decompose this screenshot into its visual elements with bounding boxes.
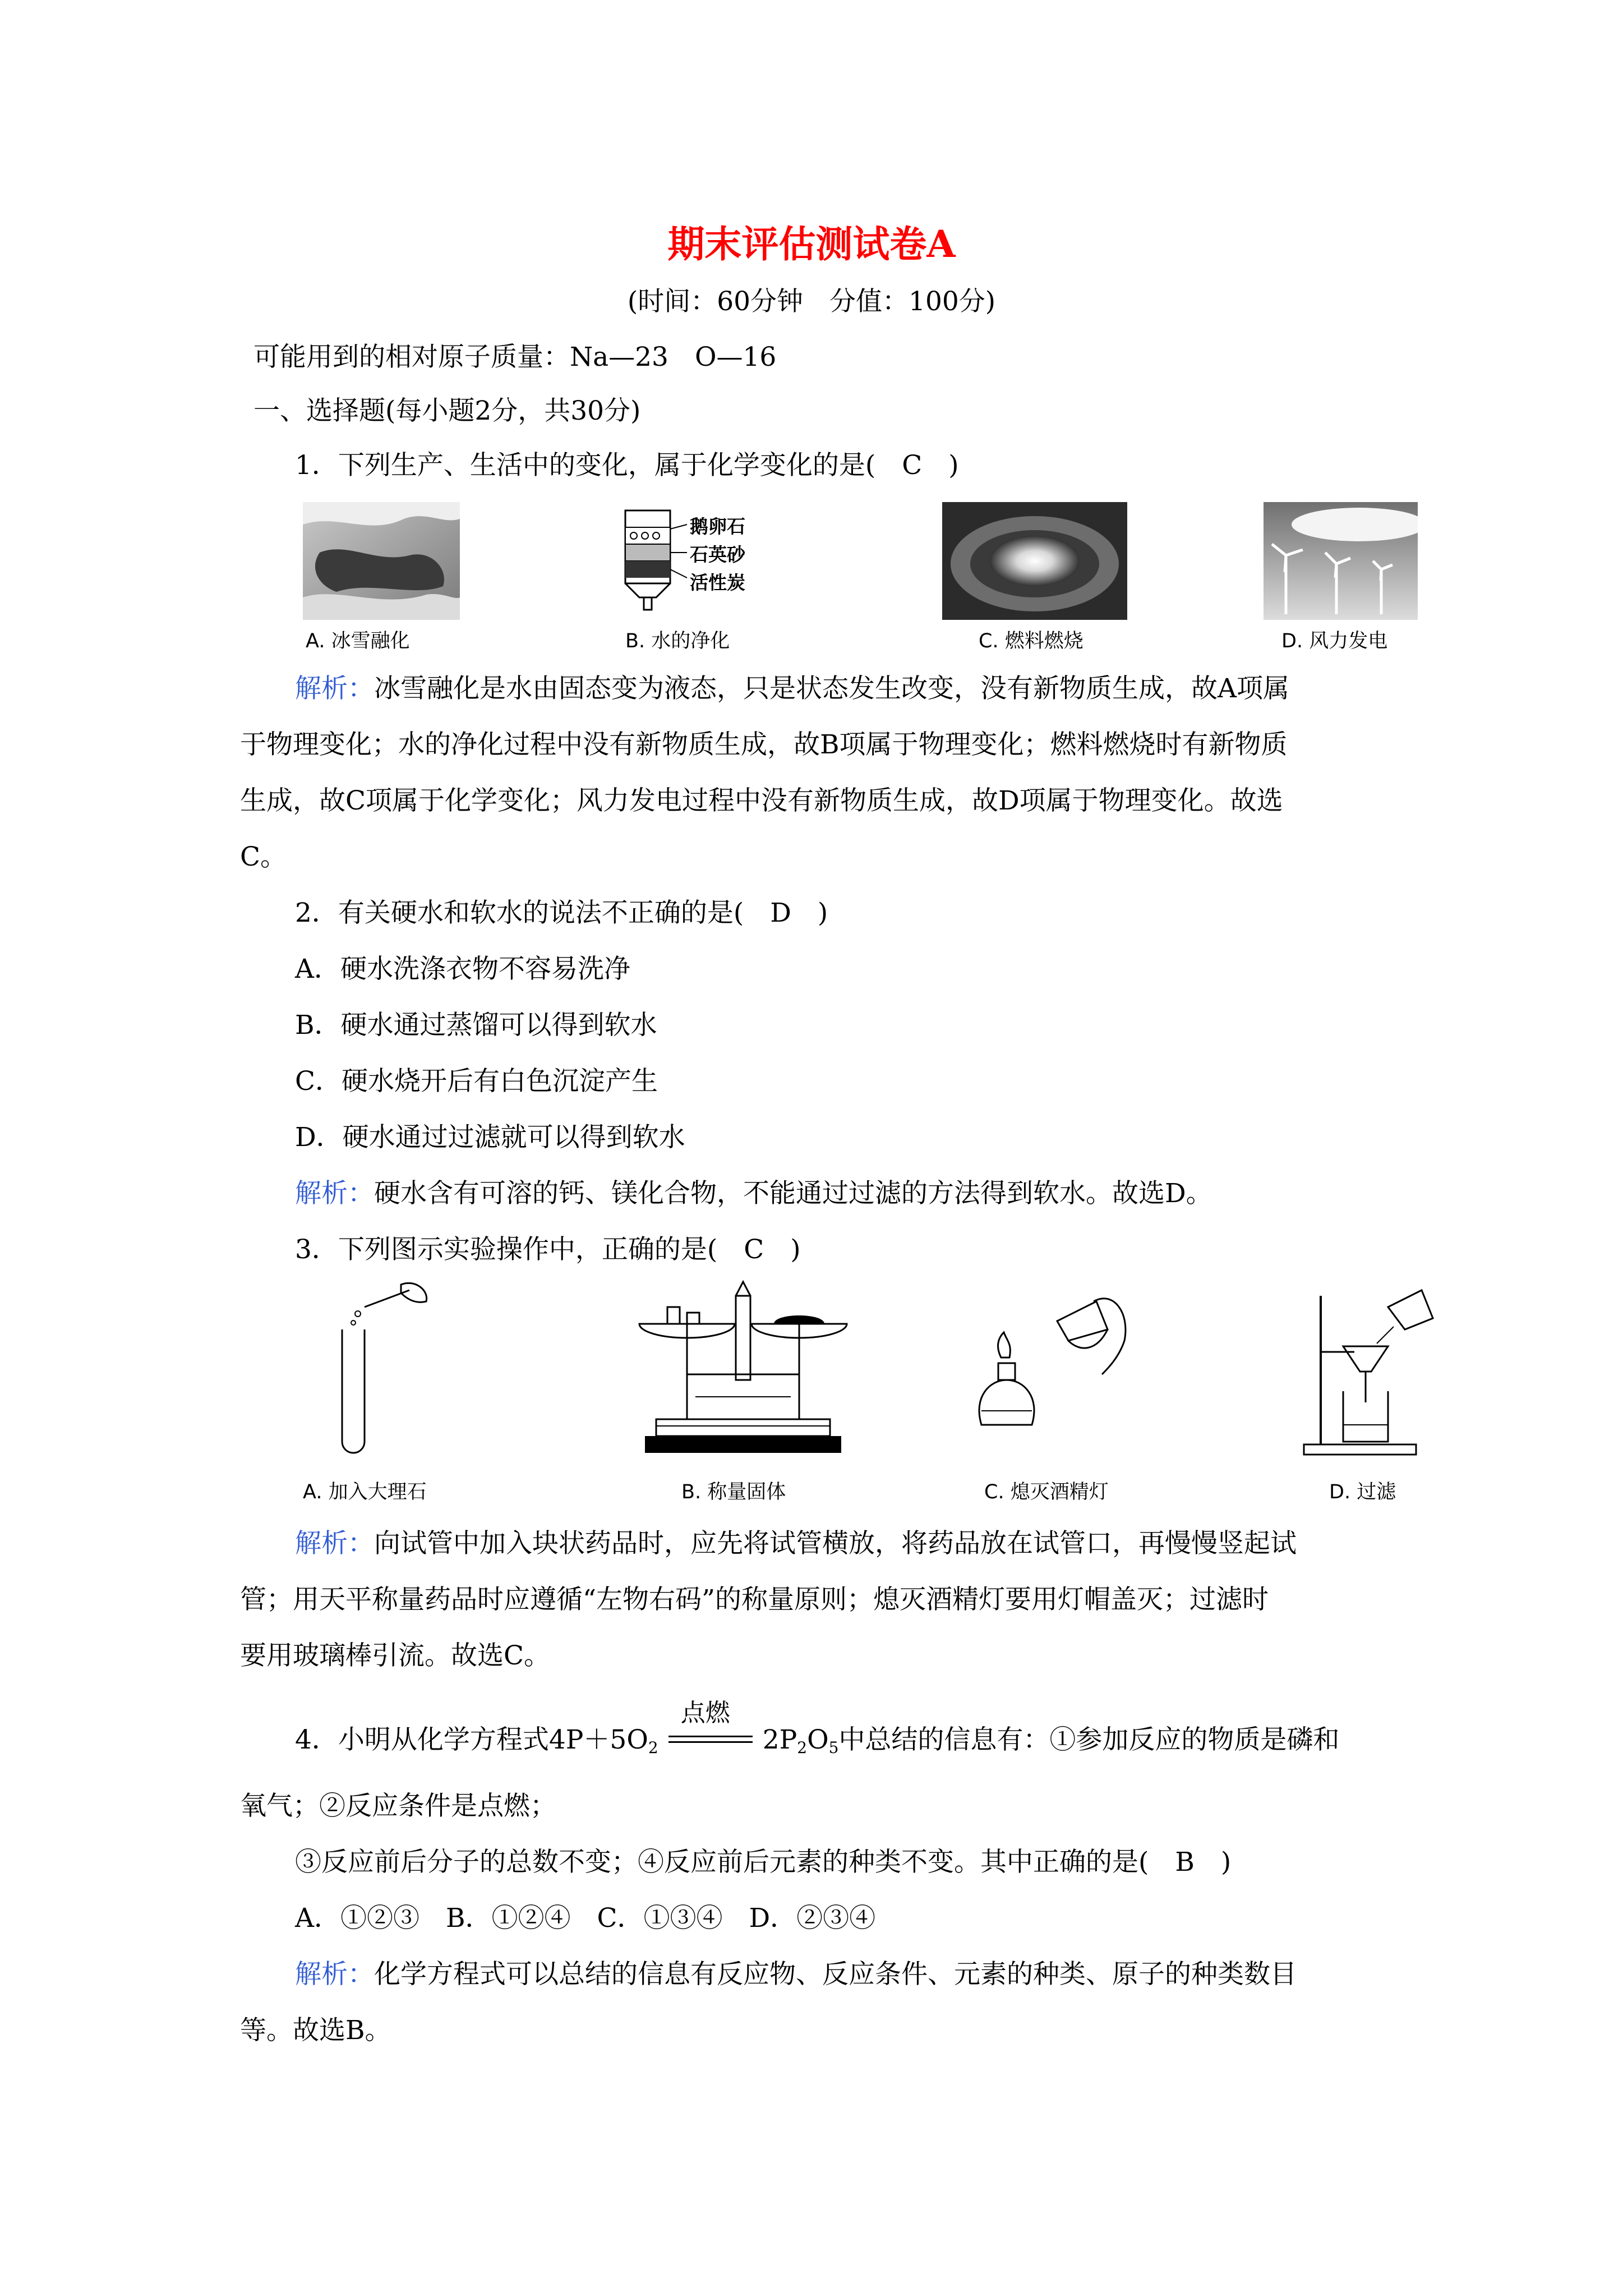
q2-option-d: D．硬水通过过滤就可以得到软水 xyxy=(295,1122,685,1153)
filter-label-quartz: 石英砂 xyxy=(690,544,745,565)
equation-right: $2P_2O_5$ xyxy=(762,1724,839,1757)
filter-label-pebble: 鹅卵石 xyxy=(690,516,745,537)
q4-line3: ③反应前后分子的总数不变；④反应前后元素的种类不变。其中正确的是( B ) xyxy=(295,1847,1232,1878)
q3-analysis-line3: 要用玻璃棒引流。故选C。 xyxy=(240,1640,550,1671)
alcohol-lamp-diagram xyxy=(967,1279,1136,1458)
q3-stem: 3．下列图示实验操作中，正确的是( C ) xyxy=(295,1234,801,1265)
q4-analysis-line2: 等。故选B。 xyxy=(240,2015,391,2046)
q1-analysis-line3: 生成，故C项属于化学变化；风力发电过程中没有新物质生成，故D项属于物理变化。故选 xyxy=(240,785,1283,816)
q3-analysis-line1: 解析：向试管中加入块状药品时，应先将试管横放，将药品放在试管口，再慢慢竖起试 xyxy=(295,1528,1297,1559)
q2-stem: 2．有关硬水和软水的说法不正确的是( D ) xyxy=(295,898,828,928)
q1-caption-b: B. 水的净化 xyxy=(625,630,730,652)
equation-left: $4P+5O_2$ xyxy=(548,1724,658,1757)
q4-line2: 氧气；②反应条件是点燃； xyxy=(240,1791,556,1821)
q3-analysis-label: 解析： xyxy=(295,1528,374,1559)
q2-option-a: A．硬水洗涤衣物不容易洗净 xyxy=(295,954,630,984)
ice-melting-image xyxy=(303,502,460,620)
water-filter-diagram xyxy=(623,508,757,614)
q4-analysis-line1: 解析：化学方程式可以总结的信息有反应物、反应条件、元素的种类、原子的种类数目 xyxy=(295,1959,1297,1990)
q1-caption-a: A. 冰雪融化 xyxy=(306,630,410,652)
q1-analysis-line4: C。 xyxy=(240,841,287,872)
q1-stem: 1．下列生产、生活中的变化，属于化学变化的是( C ) xyxy=(295,450,959,481)
q1-analysis-line1: 解析：冰雪融化是水由固态变为液态，只是状态发生改变，没有新物质生成，故A项属 xyxy=(295,673,1289,704)
page-title: 期末评估测试卷A xyxy=(667,222,956,266)
test-tube-diagram xyxy=(331,1279,443,1458)
q3-caption-b: B. 称量固体 xyxy=(681,1481,786,1503)
filtration-diagram xyxy=(1293,1273,1438,1458)
q4-options: A．①②③ B．①②④ C．①③④ D．②③④ xyxy=(295,1903,876,1934)
section-heading: 一、选择题(每小题2分，共30分) xyxy=(253,395,641,426)
q4-stem: 4．小明从化学方程式$4P+5O_2$ 点燃 $2P_2O_5$中总结的信息有：①参加反应的物质是磷和 xyxy=(295,1699,1340,1757)
fuel-burning-image xyxy=(942,502,1127,620)
equation-arrow: 点燃 xyxy=(668,1723,753,1757)
filter-label-carbon: 活性炭 xyxy=(690,572,745,593)
q1-caption-c: C. 燃料燃烧 xyxy=(979,630,1083,652)
q3-caption-d: D. 过滤 xyxy=(1329,1481,1396,1503)
q1-caption-d: D. 风力发电 xyxy=(1281,630,1388,652)
q1-analysis-label: 解析： xyxy=(295,673,374,704)
q3-analysis-line2: 管；用天平称量药品时应遵循“左物右码”的称量原则；熄灭酒精灯要用灯帽盖灭；过滤时 xyxy=(240,1584,1269,1615)
q3-caption-c: C. 熄灭酒精灯 xyxy=(984,1481,1109,1503)
q1-analysis-line2: 于物理变化；水的净化过程中没有新物质生成，故B项属于物理变化；燃料燃烧时有新物质 xyxy=(240,729,1288,760)
q2-analysis: 解析：硬水含有可溶的钙、镁化合物，不能通过过滤的方法得到软水。故选D。 xyxy=(295,1178,1212,1209)
q3-caption-a: A. 加入大理石 xyxy=(303,1481,427,1503)
wind-power-image xyxy=(1264,502,1418,620)
balance-diagram xyxy=(634,1279,852,1458)
q4-analysis-label: 解析： xyxy=(295,1959,374,1990)
atomic-mass-line: 可能用到的相对原子质量：Na—23 O—16 xyxy=(253,342,777,372)
q2-option-c: C．硬水烧开后有白色沉淀产生 xyxy=(295,1066,658,1097)
q2-analysis-label: 解析： xyxy=(295,1178,374,1209)
time-score-info: (时间：60分钟 分值：100分) xyxy=(627,286,996,317)
q2-option-b: B．硬水通过蒸馏可以得到软水 xyxy=(295,1010,657,1041)
